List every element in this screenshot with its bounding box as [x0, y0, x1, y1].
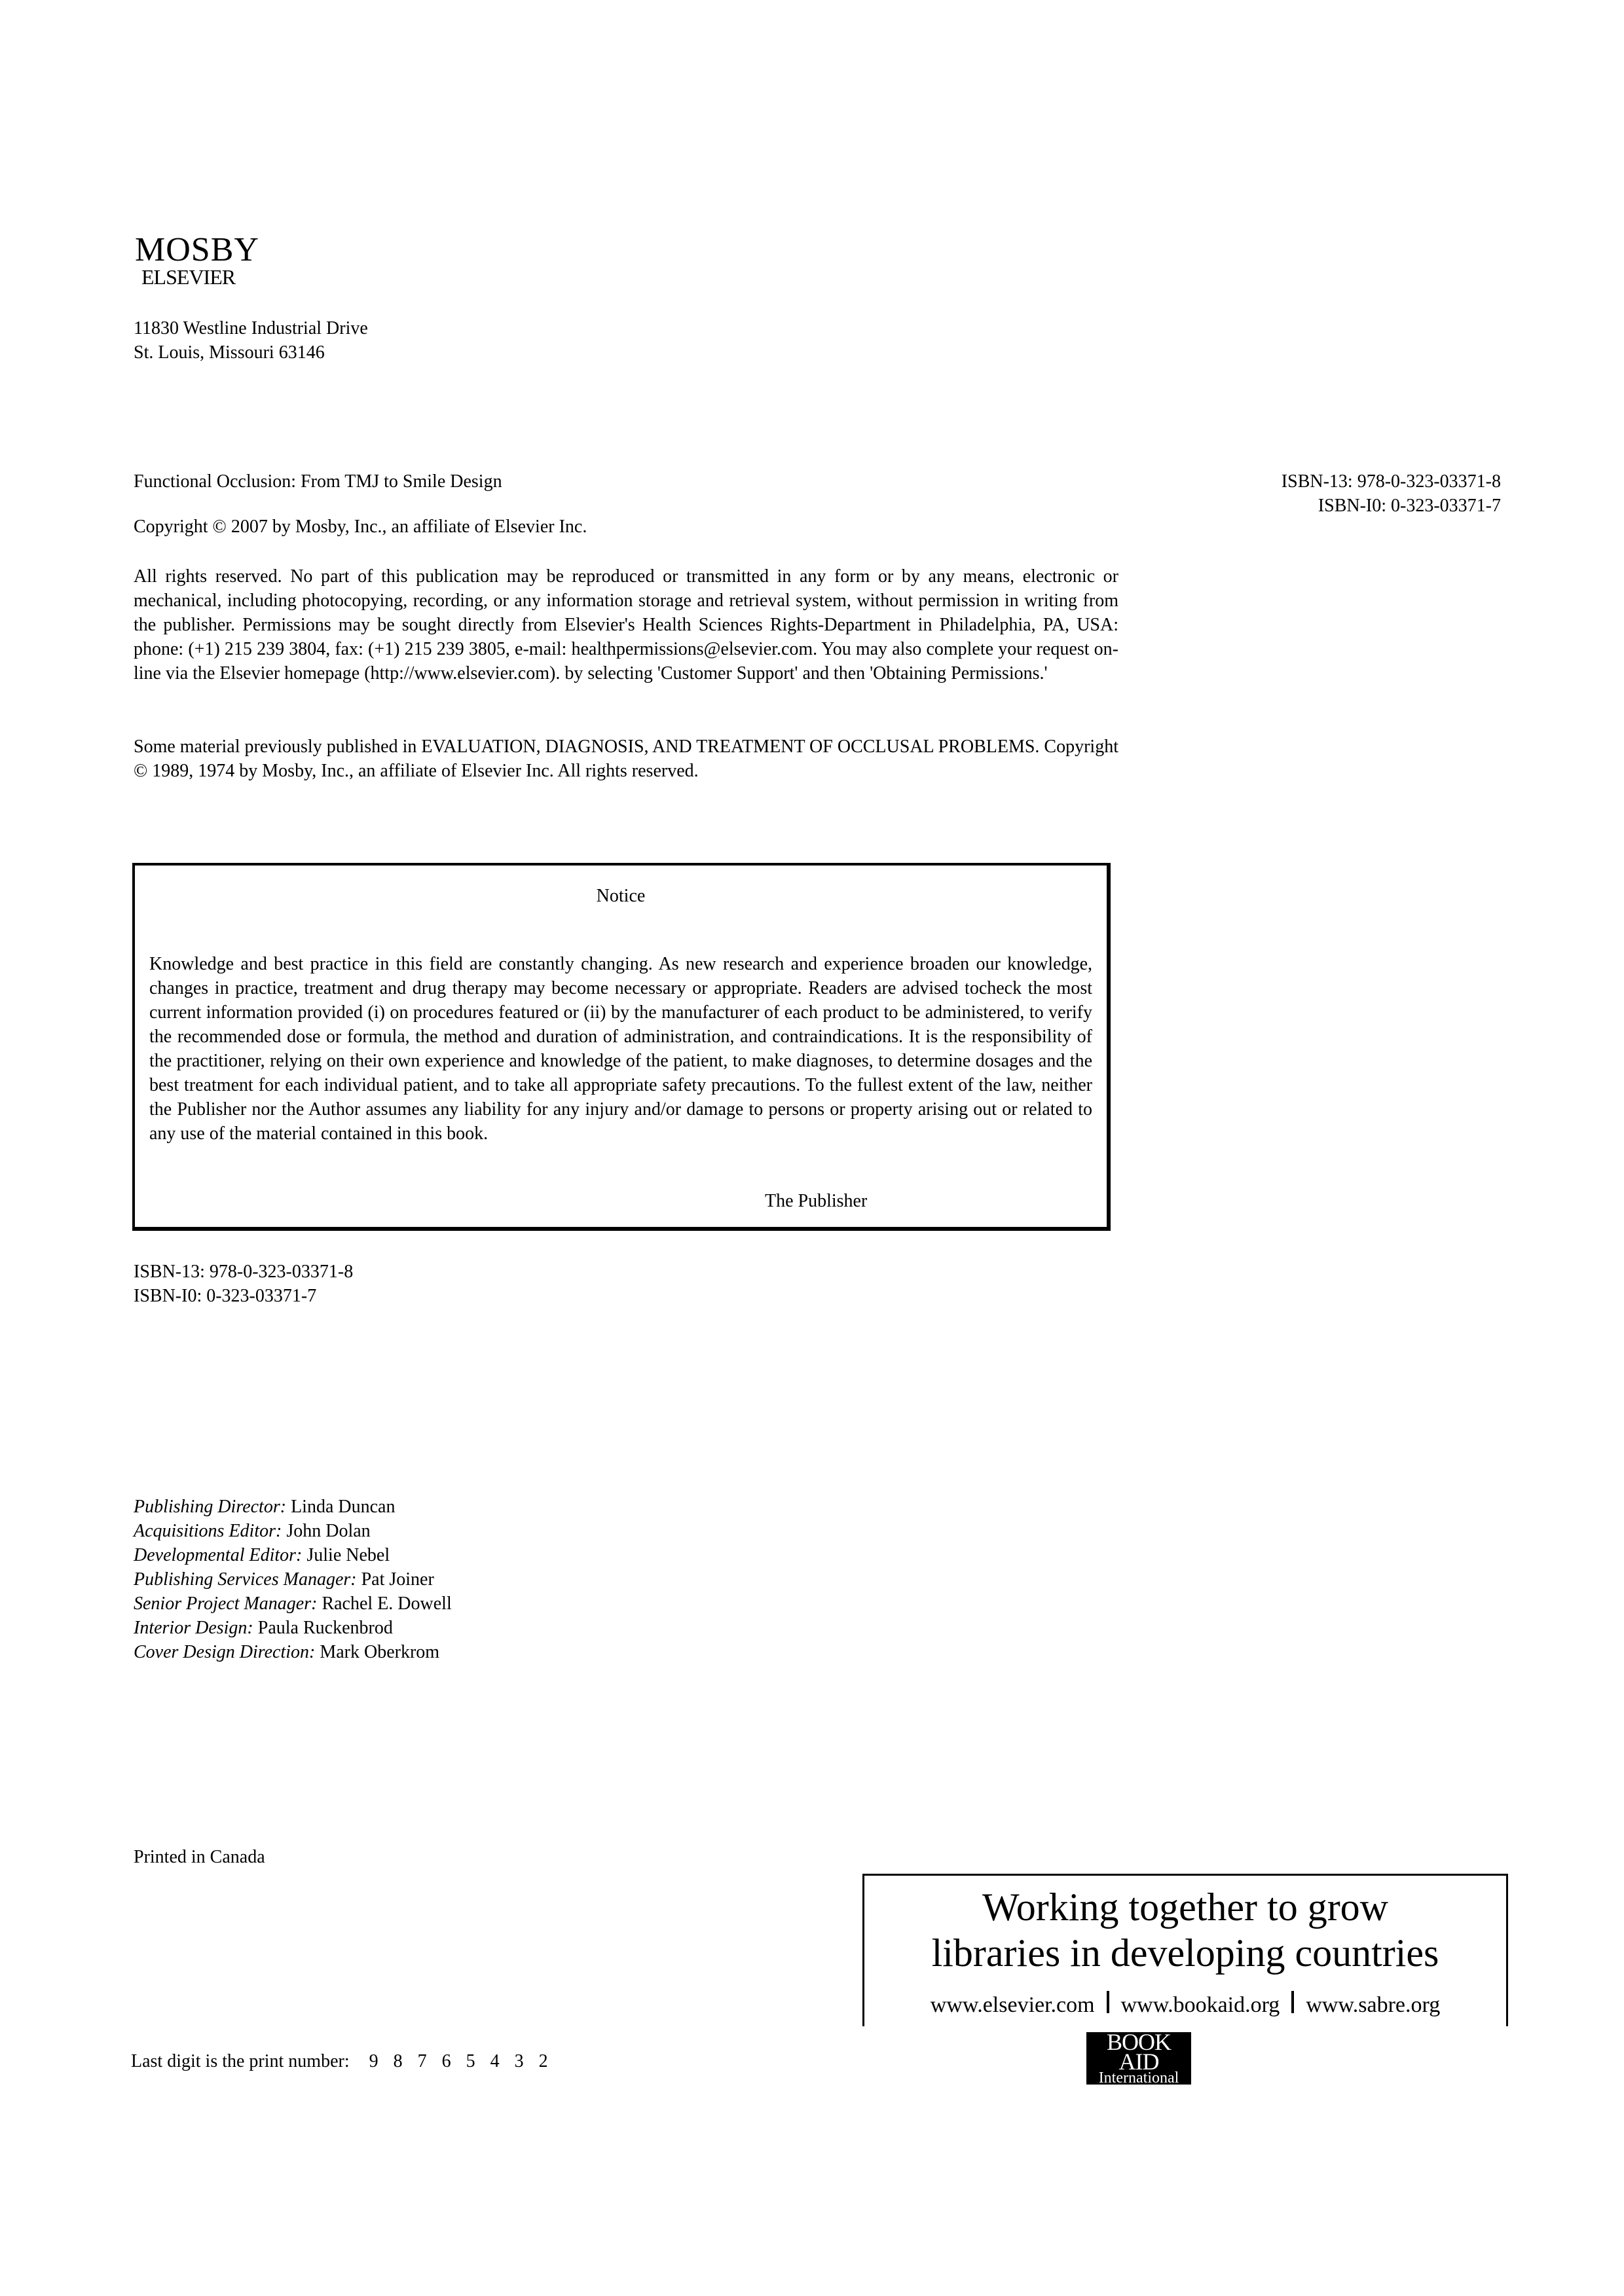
credit-person: Julie Nebel: [306, 1545, 390, 1565]
publisher-address: [134, 316, 368, 365]
credit-line: [134, 1543, 452, 1567]
credit-role: Interior Design:: [134, 1618, 253, 1638]
credit-person: Pat Joiner: [361, 1569, 434, 1590]
url-separator: [1107, 1991, 1109, 2013]
credit-person: John Dolan: [286, 1521, 371, 1541]
isbn13-right: ISBN-13: 978-0-323-03371-8: [1281, 471, 1501, 492]
bookaid-urls: [864, 1991, 1506, 2018]
address-line-1: 11830 Westline Industrial Drive: [134, 318, 368, 338]
elsevier-url[interactable]: www.elsevier.com: [930, 1993, 1095, 2017]
print-number-label: Last digit is the print number:: [131, 2051, 350, 2071]
address-line-2: St. Louis, Missouri 63146: [134, 342, 325, 363]
notice-box: [132, 863, 1111, 1231]
bookaid-url[interactable]: www.bookaid.org: [1120, 1993, 1280, 2017]
print-digit: 2: [538, 2051, 548, 2071]
print-number-line: [131, 2049, 548, 2073]
publisher-name: MOSBY: [135, 231, 259, 268]
credit-line: [134, 1640, 452, 1664]
url-separator: [1291, 1991, 1294, 2013]
print-digit: 5: [466, 2051, 475, 2071]
bookaid-box: [862, 1874, 1508, 2026]
credit-role: Senior Project Manager:: [134, 1594, 318, 1614]
credit-role: Publishing Director:: [134, 1497, 287, 1517]
credit-person: Paula Ruckenbrod: [257, 1618, 393, 1638]
credit-line: [134, 1495, 452, 1519]
print-digit: 9: [369, 2051, 378, 2071]
credit-line: [134, 1592, 452, 1616]
print-digit: 3: [514, 2051, 524, 2071]
sabre-url[interactable]: www.sabre.org: [1306, 1993, 1441, 2017]
isbn13-left: ISBN-13: 978-0-323-03371-8: [134, 1262, 354, 1282]
print-digit: 8: [393, 2051, 403, 2071]
bookaid-slogan-line-2: libraries in developing countries: [931, 1931, 1439, 1975]
print-digit: 6: [441, 2051, 451, 2071]
isbn-block-right: [1282, 469, 1501, 518]
bookaid-logo: [1086, 2029, 1191, 2086]
isbn10-right: ISBN-I0: 0-323-03371-7: [1318, 496, 1501, 516]
previous-material-paragraph: Some material previously published in EVALUATION, DIAGNOSIS, AND TREATMENT OF OCCLUSAL PROBLEMS. Copyright © 1989, 1974 by Mosby, Inc., an affiliate of Elsevier Inc. All rights reserved.: [134, 737, 1118, 781]
bookaid-logo-line-2: International: [1098, 2069, 1179, 2086]
bookaid-slogan-line-1: Working together to grow: [982, 1886, 1389, 1929]
credit-role: Cover Design Direction:: [134, 1642, 316, 1662]
notice-heading: Notice: [596, 886, 646, 906]
credit-person: Mark Oberkrom: [320, 1642, 440, 1662]
publisher-logo: [135, 233, 259, 287]
print-number-digits: [354, 2051, 548, 2071]
rights-paragraph: All rights reserved. No part of this publication may be reproduced or transmitted in any form or by any means, electronic or mechanical, including photocopying, recording, or any information storage and retrieval system, without permission in writing from the publisher. Permissions may be sought directly from Elsevier's Health Sciences Rights-Department in Philadelphia, PA, USA: phone: (+1) 215 239 3804, fax: (+1) 215 239 3805, e-mail: healthpermissions@elsevier.com. You may also complete your request on-line via the Elsevier homepage (http://www.elsevier.com). by selecting 'Customer Support' and then 'Obtaining Permissions.': [134, 566, 1118, 683]
credit-line: [134, 1616, 452, 1640]
book-title: Functional Occlusion: From TMJ to Smile Design: [134, 471, 502, 492]
print-digit: 7: [417, 2051, 427, 2071]
credit-line: [134, 1519, 452, 1543]
printed-in: Printed in Canada: [134, 1847, 265, 1867]
credit-role: Publishing Services Manager:: [134, 1569, 357, 1590]
credit-role: Acquisitions Editor:: [134, 1521, 282, 1541]
copyright-line: Copyright © 2007 by Mosby, Inc., an affiliate of Elsevier Inc.: [134, 517, 587, 537]
bookaid-logo-line-1: BOOK AID: [1106, 2029, 1171, 2075]
print-digit: 4: [490, 2051, 500, 2071]
notice-signature: The Publisher: [765, 1191, 868, 1211]
publisher-imprint: ELSEVIER: [141, 265, 236, 289]
credits-list: [134, 1495, 452, 1664]
notice-body: Knowledge and best practice in this field are constantly changing. As new research and experience broaden our knowledge, changes in practice, treatment and drug therapy may become necessary or appropriate. Readers are advised tocheck the most current information provided (i) on procedures featured or (ii) by the manufacturer of each product to be administered, to verify the recommended dose or formula, the method and duration of administration, and contraindications. It is the responsibility of the practitioner, relying on their own experience and knowledge of the patient, to make diagnoses, to determine dosages and the best treatment for each individual patient, and to take all appropriate safety precautions. To the fullest extent of the law, neither the Publisher nor the Author assumes any liability for any injury and/or damage to persons or property arising out or related to any use of the material contained in this book.: [149, 954, 1092, 1144]
credit-person: Rachel E. Dowell: [322, 1594, 452, 1614]
credit-person: Linda Duncan: [291, 1497, 396, 1517]
isbn10-left: ISBN-I0: 0-323-03371-7: [134, 1286, 317, 1306]
isbn-block-left: [134, 1260, 353, 1308]
credit-role: Developmental Editor:: [134, 1545, 303, 1565]
credit-line: [134, 1567, 452, 1592]
